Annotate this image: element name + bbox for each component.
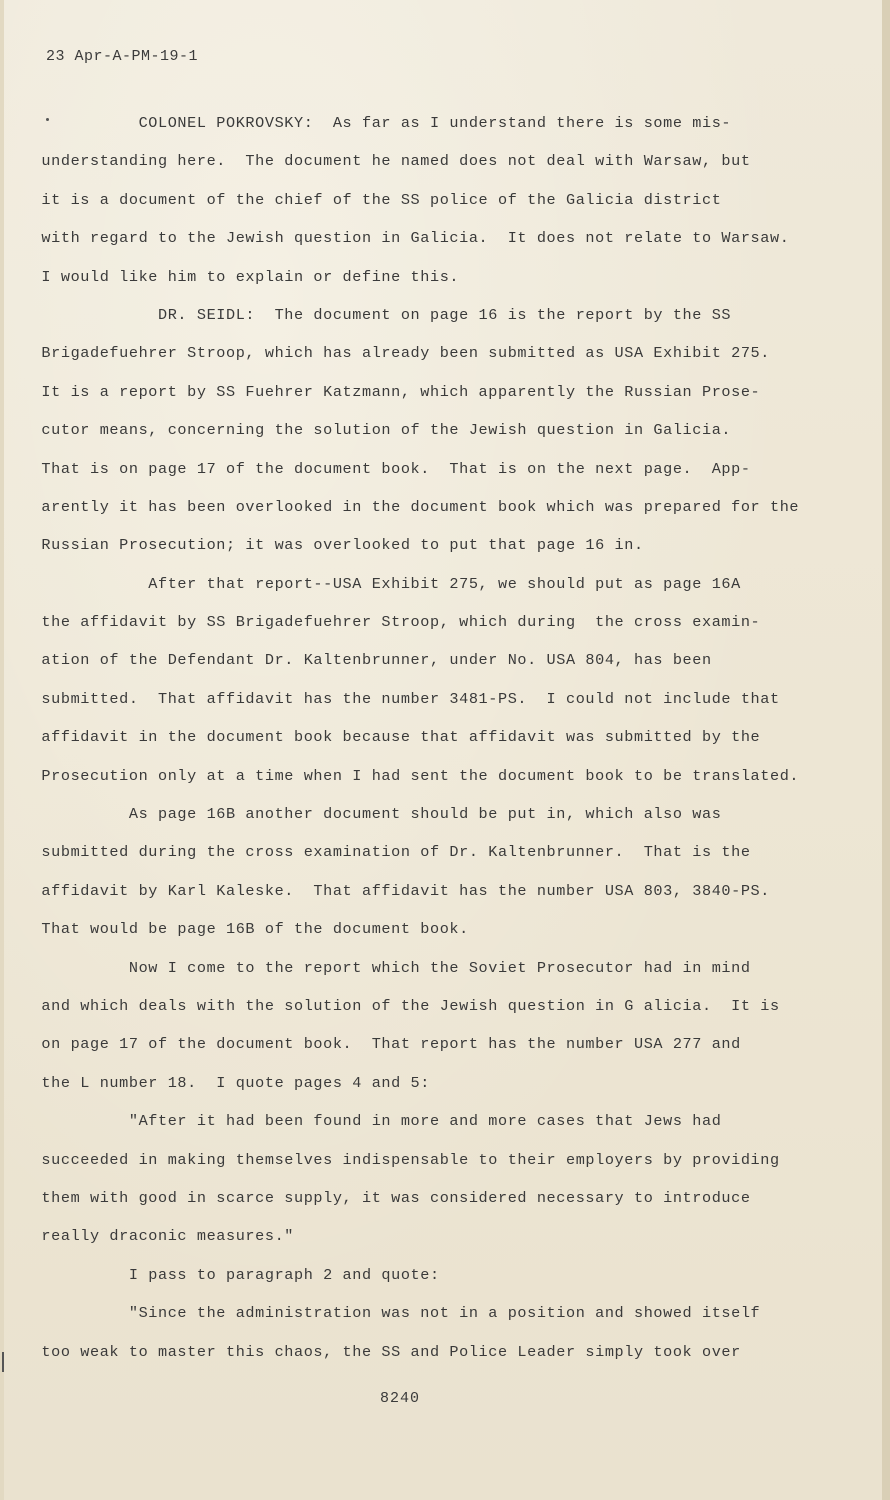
- text-line: COLONEL POKROVSKY: As far as I understand there is some mis-: [22, 114, 732, 132]
- text-line: on page 17 of the document book. That report has the number USA 277 and: [22, 1035, 741, 1054]
- text-line: affidavit by Karl Kaleske. That affidavit has the number USA 803, 3840-PS.: [22, 881, 770, 900]
- text-line: understanding here. The document he named does not deal with Warsaw, but: [22, 152, 751, 171]
- text-line: really draconic measures.": [22, 1227, 294, 1246]
- page-header: 23 Apr-A-PM-19-1: [46, 48, 199, 65]
- text-line: ation of the Defendant Dr. Kaltenbrunner, under No. USA 804, has been: [22, 651, 712, 670]
- text-line: I pass to paragraph 2 and quote:: [22, 1265, 440, 1284]
- text-line: cutor means, concerning the solution of the Jewish question in Galicia.: [22, 421, 732, 440]
- text-line: too weak to master this chaos, the SS and Police Leader simply took over: [22, 1342, 741, 1361]
- text-line: them with good in scarce supply, it was considered necessary to introduce: [22, 1188, 751, 1207]
- page-number: 8240: [379, 1390, 420, 1407]
- text-line: affidavit in the document book because that affidavit was submitted by the: [22, 728, 761, 747]
- text-line: and which deals with the solution of the Jewish question in G alicia. It is: [22, 996, 780, 1015]
- body-text: [22, 104, 802, 1371]
- text-line: That is on page 17 of the document book. That is on the next page. App-: [22, 459, 751, 478]
- text-line: the affidavit by SS Brigadefuehrer Stroop, which during the cross examin-: [22, 613, 761, 632]
- text-line: It is a report by SS Fuehrer Katzmann, which apparently the Russian Prose-: [22, 382, 761, 401]
- text-line: Prosecution only at a time when I had sent the document book to be translated.: [22, 766, 800, 785]
- text-line: After that report--USA Exhibit 275, we should put as page 16A: [22, 574, 741, 593]
- text-line: submitted. That affidavit has the number 3481-PS. I could not include that: [22, 689, 780, 708]
- margin-tick: [2, 1352, 4, 1372]
- text-line: "After it had been found in more and more cases that Jews had: [22, 1112, 722, 1131]
- text-line: the L number 18. I quote pages 4 and 5:: [22, 1073, 430, 1092]
- text-line: That would be page 16B of the document book.: [22, 920, 469, 939]
- text-line: "Since the administration was not in a position and showed itself: [22, 1304, 761, 1323]
- text-line: Brigadefuehrer Stroop, which has already been submitted as USA Exhibit 275.: [22, 344, 770, 363]
- text-line: it is a document of the chief of the SS police of the Galicia district: [22, 190, 722, 209]
- text-line: succeeded in making themselves indispensable to their employers by providing: [22, 1150, 780, 1169]
- text-line: arently it has been overlooked in the document book which was prepared for the: [22, 497, 800, 516]
- text-line: submitted during the cross examination of Dr. Kaltenbrunner. That is the: [22, 843, 751, 862]
- text-line: DR. SEIDL: The document on page 16 is the report by the SS: [22, 305, 732, 324]
- page-edge: [0, 0, 4, 1500]
- text-line: Russian Prosecution; it was overlooked to put that page 16 in.: [22, 536, 644, 555]
- text-line: I would like him to explain or define this.: [22, 267, 460, 286]
- text-line: As page 16B another document should be put in, which also was: [22, 805, 722, 824]
- text-line: with regard to the Jewish question in Galicia. It does not relate to Warsaw.: [22, 229, 790, 248]
- text-line: Now I come to the report which the Soviet Prosecutor had in mind: [22, 958, 751, 977]
